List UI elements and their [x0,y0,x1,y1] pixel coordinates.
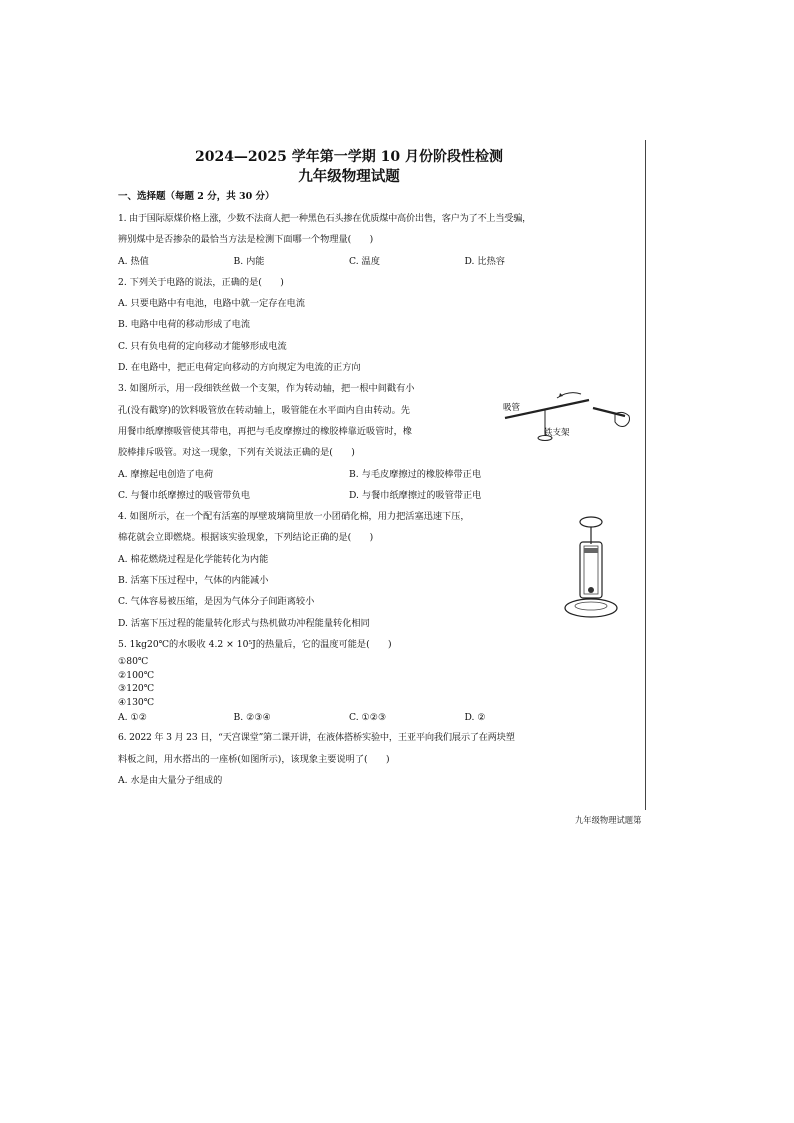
exam-title: 2024—2025 学年第一学期 10 月份阶段性检测 [194,149,504,165]
q1-stem-line1: 1. 由于国际原煤价格上涨，少数不法商人把一种黑色石头掺在优质煤中高价出售，客户为了不上当受骗， [118,213,532,224]
q1-option-a[interactable]: A. 热值 [118,255,149,267]
exam-page [118,148,580,791]
straw-label: 吸管 [503,403,521,413]
q4-stem-line2: 棉花就会立即燃烧。根据该实验现象，下列结论正确的是( ) [118,532,374,544]
q4-option-b[interactable]: B. 活塞下压过程中，气体的内能减小 [118,575,269,587]
question-6 [118,727,580,791]
q6-option-a[interactable]: A. 水是由大量分子组成的 [118,774,223,786]
q1-stem-line2: 辨别煤中是否掺杂的最恰当方法是检测下面哪一个物理量( ) [118,234,374,246]
q3-stem-line2: 孔(没有戳穿)的饮料吸管放在转动轴上，吸管能在水平面内自由转动。先 [118,404,410,416]
q5-option-b[interactable]: B. ②③④ [233,712,271,724]
q1-options [118,251,580,272]
q3-stem-line3: 用餐巾纸摩擦吸管使其带电，再把与毛皮摩擦过的橡胶棒靠近吸管时，橡 [118,425,412,437]
q1-option-c[interactable]: C. 温度 [349,255,380,267]
q5-choice-4: ④130℃ [118,696,155,708]
q3-option-a[interactable]: A. 摩擦起电创造了电荷 [118,468,214,480]
q3-option-c[interactable]: C. 与餐巾纸摩擦过的吸管带负电 [118,489,250,501]
q5-choice-1: ①80℃ [118,656,149,668]
q5-stem: 5. 1kg20℃的水吸收 4.2 × 10⁵J的热量后，它的温度可能是( ) [118,638,392,650]
q4-stem-line1: 4. 如图所示，在一个配有活塞的厚壁玻璃筒里放一小团硝化棉，用力把活塞迅速下压， [118,511,470,523]
piston-head [584,548,598,553]
binding-margin-line [645,140,646,810]
q3-stem-line1: 3. 如图所示，用一段细铁丝做一个支架，作为转动轴，把一根中间戳有小 [118,383,415,395]
q6-stem-line1: 6. 2022 年 3 月 23 日，“天宫课堂”第二课开讲，在液体搭桥实验中，王亚平向我们展示了在两块塑 [118,732,515,744]
q4-option-d[interactable]: D. 活塞下压过程的能量转化形式与热机做功冲程能量转化相同 [118,617,370,629]
q4-option-c[interactable]: C. 气体容易被压缩，是因为气体分子间距离较小 [118,596,315,608]
q4-option-a[interactable]: A. 棉花燃烧过程是化学能转化为内能 [118,553,269,565]
q1-option-d[interactable]: D. 比热容 [464,255,505,267]
question-1 [118,208,580,272]
tube-inner [584,546,598,594]
page-footer: 九年级物理试题第 [575,815,642,825]
q5-option-c[interactable]: C. ①②③ [349,712,387,724]
stand-label: 铁支架 [544,428,570,438]
q1-option-b[interactable]: B. 内能 [233,255,265,267]
q4-figure-piston-tube [560,514,622,622]
tube-base-inner [575,602,607,610]
q2-option-a[interactable]: A. 只要电路中有电池，电路中就一定存在电流 [118,298,306,310]
question-5 [118,634,580,727]
q5-options [118,709,580,727]
q2-stem: 2. 下列关于电路的说法，正确的是( ) [118,276,284,288]
cotton-ball [588,587,594,593]
q5-choice-3: ③120℃ [118,683,155,695]
q6-stem-line2: 料板之间，用水搭出的一座桥(如图所示)，该现象主要说明了( ) [118,753,390,765]
q5-option-d[interactable]: D. ② [464,712,486,724]
question-4 [118,506,580,634]
q3-figure-straw-stand [497,388,637,448]
q3-options [118,464,580,507]
q5-option-a[interactable]: A. ①② [118,712,147,724]
exam-subtitle: 九年级物理试题 [298,168,400,185]
q2-option-d[interactable]: D. 在电路中，把正电荷定向移动的方向规定为电流的正方向 [118,362,361,374]
q2-option-c[interactable]: C. 只有负电荷的定向移动才能够形成电流 [118,340,287,352]
q3-stem-line4: 胶棒排斥吸管。对这一现象，下列有关说法正确的是( ) [118,447,355,459]
q3-option-d[interactable]: D. 与餐巾纸摩擦过的吸管带正电 [349,489,482,501]
q2-option-b[interactable]: B. 电路中电荷的移动形成了电流 [118,319,251,331]
q5-choice-2: ②100℃ [118,669,155,681]
question-2 [118,272,580,378]
piston-handle [580,517,602,527]
section-heading: 一、选择题（每题 2 分，共 30 分） [118,191,275,202]
q3-option-b[interactable]: B. 与毛皮摩擦过的橡胶棒带正电 [349,468,482,480]
